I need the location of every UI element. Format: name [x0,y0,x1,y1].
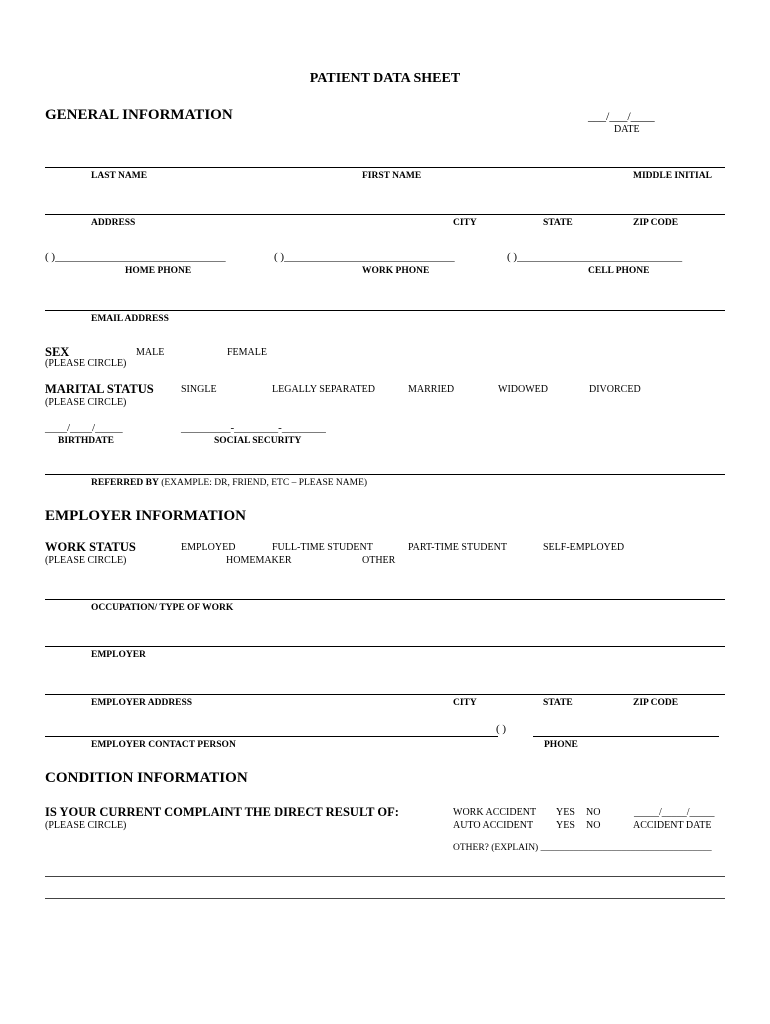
employer-address-label: EMPLOYER ADDRESS [91,698,193,708]
employer-label: EMPLOYER [91,650,146,660]
auto-accident-no[interactable]: NO [586,820,601,831]
explain-line-1[interactable] [45,876,725,877]
work-accident-label: WORK ACCIDENT [453,807,537,818]
marital-option-widowed[interactable]: WIDOWED [498,384,548,395]
employer-contact-line[interactable] [45,736,498,737]
cell-phone-label: CELL PHONE [588,266,650,276]
employer-state-label: STATE [543,698,573,708]
marital-option-legally-separated[interactable]: LEGALLY SEPARATED [272,384,375,395]
accident-date-label: ACCIDENT DATE [633,820,712,831]
name-line[interactable] [45,167,725,168]
social-security-label: SOCIAL SECURITY [214,436,302,446]
referred-by-example: (EXAMPLE: DR, FRIEND, ETC – PLEASE NAME) [161,478,368,488]
accident-date-blank[interactable]: _____/_____/_____ [634,807,715,818]
complaint-question: IS YOUR CURRENT COMPLAINT THE DIRECT RESULT OF: [45,805,399,819]
work-option-full-time-student[interactable]: FULL-TIME STUDENT [272,542,373,553]
home-phone-blank[interactable]: ( )_______________________________ [45,251,226,263]
email-address-label: EMAIL ADDRESS [91,314,169,324]
please-circle-sex: (PLEASE CIRCLE) [45,358,127,369]
employer-zip-label: ZIP CODE [633,698,679,708]
referred-by-line[interactable] [45,474,725,475]
zip-code-label: ZIP CODE [633,218,679,228]
date-label: DATE [614,124,640,135]
marital-status-label: MARITAL STATUS [45,382,154,396]
home-phone-label: HOME PHONE [125,266,192,276]
explain-line-2[interactable] [45,898,725,899]
work-option-other[interactable]: OTHER [362,555,396,566]
work-status-label: WORK STATUS [45,540,136,554]
work-option-homemaker[interactable]: HOMEMAKER [226,555,292,566]
employer-phone-paren: ( ) [496,723,507,735]
employer-information-heading: EMPLOYER INFORMATION [45,508,246,524]
work-option-employed[interactable]: EMPLOYED [181,542,236,553]
work-accident-yes[interactable]: YES [556,807,575,818]
work-accident-no[interactable]: NO [586,807,601,818]
please-circle-work: (PLEASE CIRCLE) [45,555,127,566]
work-phone-blank[interactable]: ( )_______________________________ [274,251,455,263]
marital-option-divorced[interactable]: DIVORCED [589,384,641,395]
general-information-heading: GENERAL INFORMATION [45,107,233,123]
referred-by-label: REFERRED BY [91,478,159,488]
employer-city-label: CITY [453,698,477,708]
marital-option-single[interactable]: SINGLE [181,384,217,395]
employer-phone-label: PHONE [544,740,578,750]
employer-line[interactable] [45,646,725,647]
last-name-label: LAST NAME [91,171,148,181]
sex-label: SEX [45,345,70,359]
middle-initial-label: MIDDLE INITIAL [633,171,712,181]
referred-by-row [91,479,367,489]
birthdate-blank[interactable]: ____/____/_____ [45,422,123,434]
please-circle-condition: (PLEASE CIRCLE) [45,820,127,831]
employer-phone-line[interactable] [533,736,719,737]
other-explain[interactable]: OTHER? (EXPLAIN) ____________________________________ [453,843,712,853]
email-line[interactable] [45,310,725,311]
state-label: STATE [543,218,573,228]
auto-accident-label: AUTO ACCIDENT [453,820,534,831]
cell-phone-blank[interactable]: ( )______________________________ [507,251,683,263]
ssn-blank[interactable]: _________-________-________ [181,422,326,434]
sex-option-female[interactable]: FEMALE [227,347,267,358]
occupation-line[interactable] [45,599,725,600]
address-label: ADDRESS [91,218,136,228]
work-option-self-employed[interactable]: SELF-EMPLOYED [543,542,625,553]
first-name-label: FIRST NAME [362,171,422,181]
birthdate-label: BIRTHDATE [58,436,114,446]
work-option-part-time-student[interactable]: PART-TIME STUDENT [408,542,507,553]
marital-option-married[interactable]: MARRIED [408,384,455,395]
sex-option-male[interactable]: MALE [136,347,165,358]
auto-accident-yes[interactable]: YES [556,820,575,831]
employer-address-line[interactable] [45,694,725,695]
work-phone-label: WORK PHONE [362,266,430,276]
page-title: PATIENT DATA SHEET [309,71,461,86]
address-line[interactable] [45,214,725,215]
condition-information-heading: CONDITION INFORMATION [45,770,248,786]
city-label: CITY [453,218,477,228]
employer-contact-label: EMPLOYER CONTACT PERSON [91,740,236,750]
please-circle-marital: (PLEASE CIRCLE) [45,397,127,408]
occupation-label: OCCUPATION/ TYPE OF WORK [91,603,234,613]
date-blank[interactable]: ___/___/____ [588,109,655,123]
